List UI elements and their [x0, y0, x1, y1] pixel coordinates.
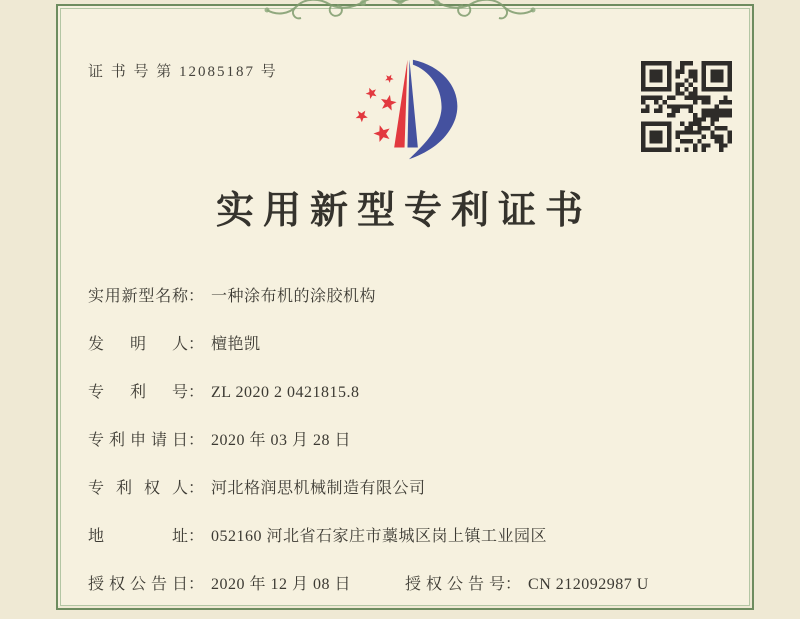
field-label: 地址 [88, 528, 188, 545]
field-label: 授权公告号 [405, 576, 505, 593]
grant-number-value: CN 212092987 U [528, 576, 649, 593]
grant-number-group [405, 571, 649, 594]
field-colon: ： [188, 480, 205, 497]
cnipa-patent-logo-icon [338, 46, 476, 172]
field-value: 2020 年 03 月 28 日 [211, 432, 352, 449]
field-row-patent-number [88, 379, 728, 427]
field-colon: ： [505, 576, 522, 593]
field-colon: ： [188, 576, 205, 593]
field-row-inventor [88, 331, 728, 379]
field-label: 专利号 [88, 384, 188, 401]
field-value: 一种涂布机的涂胶机构 [211, 288, 377, 305]
field-label: 授权公告日 [88, 576, 188, 593]
field-label: 实用新型名称 [88, 288, 188, 305]
field-colon: ： [188, 432, 205, 449]
certificate-fields [88, 283, 728, 619]
field-value: 河北格润思机械制造有限公司 [211, 480, 426, 497]
field-value: 052160 河北省石家庄市藁城区岗上镇工业园区 [211, 528, 548, 545]
field-row-patentee [88, 475, 728, 523]
field-label: 专利权人 [88, 480, 188, 497]
field-row-grant [88, 571, 728, 619]
field-label: 发明人 [88, 336, 188, 353]
floral-border-ornament-icon [235, 0, 565, 24]
field-colon: ： [188, 528, 205, 545]
field-colon: ： [188, 336, 205, 353]
grant-date-value: 2020 年 12 月 08 日 [211, 576, 352, 593]
field-row-address [88, 523, 728, 571]
field-value: ZL 2020 2 0421815.8 [211, 384, 360, 401]
qr-code-icon [641, 61, 732, 152]
field-colon: ： [188, 384, 205, 401]
field-row-utility-model-name [88, 283, 728, 331]
certificate-title: 实用新型专利证书 [215, 190, 592, 232]
certificate-number: 证 书 号 第 12085187 号 [88, 64, 278, 80]
field-colon: ： [188, 288, 205, 305]
field-row-filing-date [88, 427, 728, 475]
field-label: 专利申请日 [88, 432, 188, 449]
grant-date-group [88, 576, 351, 593]
field-value: 檀艳凯 [211, 336, 261, 353]
